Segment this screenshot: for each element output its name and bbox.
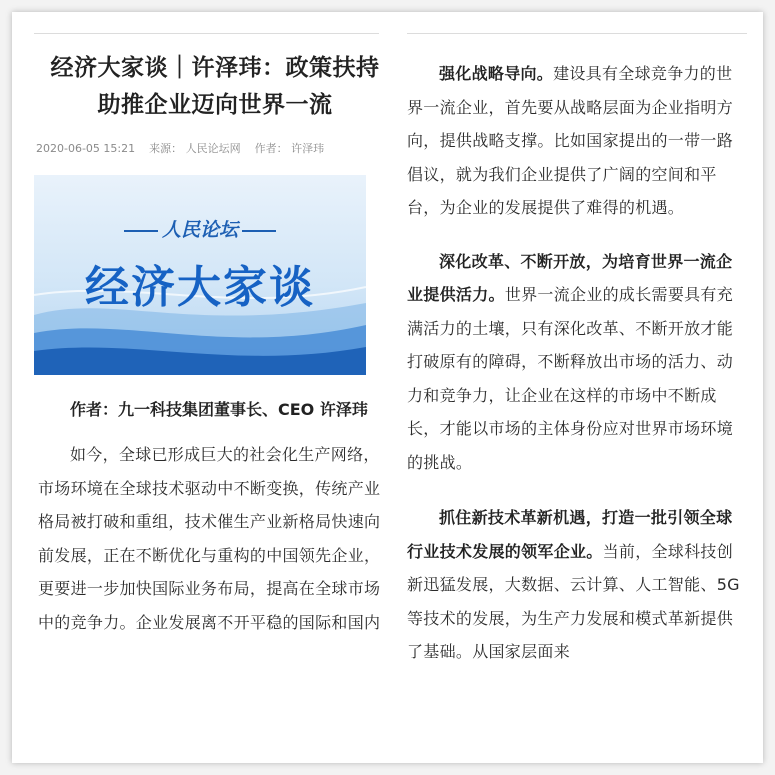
banner-headline: 经济大家谈 [85,262,315,313]
article-author-meta: 作者： 许泽玮 [254,142,325,155]
brand-dash-right [242,230,276,232]
paragraph-body: 世界一流企业的成长需要具有充满活力的土壤，只有深化改革、不断开放才能打破原有的障碍，不断释放出市场的活力、动力和竞争力，让企业在这样的市场中不断成长，才能以市场的主体身份应对世界市场环境的挑战。 [407,285,734,472]
article-byline: 作者：九一科技集团董事长、CEO 许泽玮 [70,400,368,419]
paragraph-lead: 抓住新技术革新机遇，打造一批引领全球行业技术发展的领军企业。 [407,508,733,561]
article-source: 来源： 人民论坛网 [149,142,241,155]
article-title: 经济大家谈｜许泽玮：政策扶持助推企业迈向世界一流 [50,55,380,118]
paragraph-body: 当前，全球科技创新迅猛发展，大数据、云计算、人工智能、5G等技术的发展，为生产力发展和模式革新提供了基础。从国家层面来 [407,541,740,661]
body-paragraph-reform [407,245,748,480]
banner-brand: 人民论坛 [34,215,366,242]
article-meta [36,140,396,157]
paragraph-body: 建设具有全球竞争力的世界一流企业，首先要从战略层面为企业指明方向，提供战略支撑。比如国家提出的一带一路倡议，就为我们企业提供了广阔的空间和平台，为企业的发展提供了难得的机遇。 [407,64,734,217]
paragraph-lead: 深化改革、不断开放，为培育世界一流企业提供活力。 [407,251,733,304]
column-gap [396,12,397,763]
brand-dash-left [124,230,158,232]
paragraph-lead: 强化战略导向。 [439,64,554,83]
right-column [399,12,754,763]
body-paragraph-strategy [407,57,748,225]
publish-date: 2020-06-05 15:21 [36,142,136,155]
banner-image [34,175,366,375]
body-paragraph: 如今，全球已形成巨大的社会化生产网络，市场环境在全球技术驱动中不断变换，传统产业格局被打破和重组，技术催生产业新格局快速向前发展，正在不断优化与重构的中国领先企业，更要进一步加快国际业务布局，提高在全球市场中的竞争力。企业发展离不开平稳的国际和国内 [38,445,381,632]
left-column [34,12,396,763]
body-paragraph-technology [407,501,748,669]
article-screenshot [12,12,763,763]
